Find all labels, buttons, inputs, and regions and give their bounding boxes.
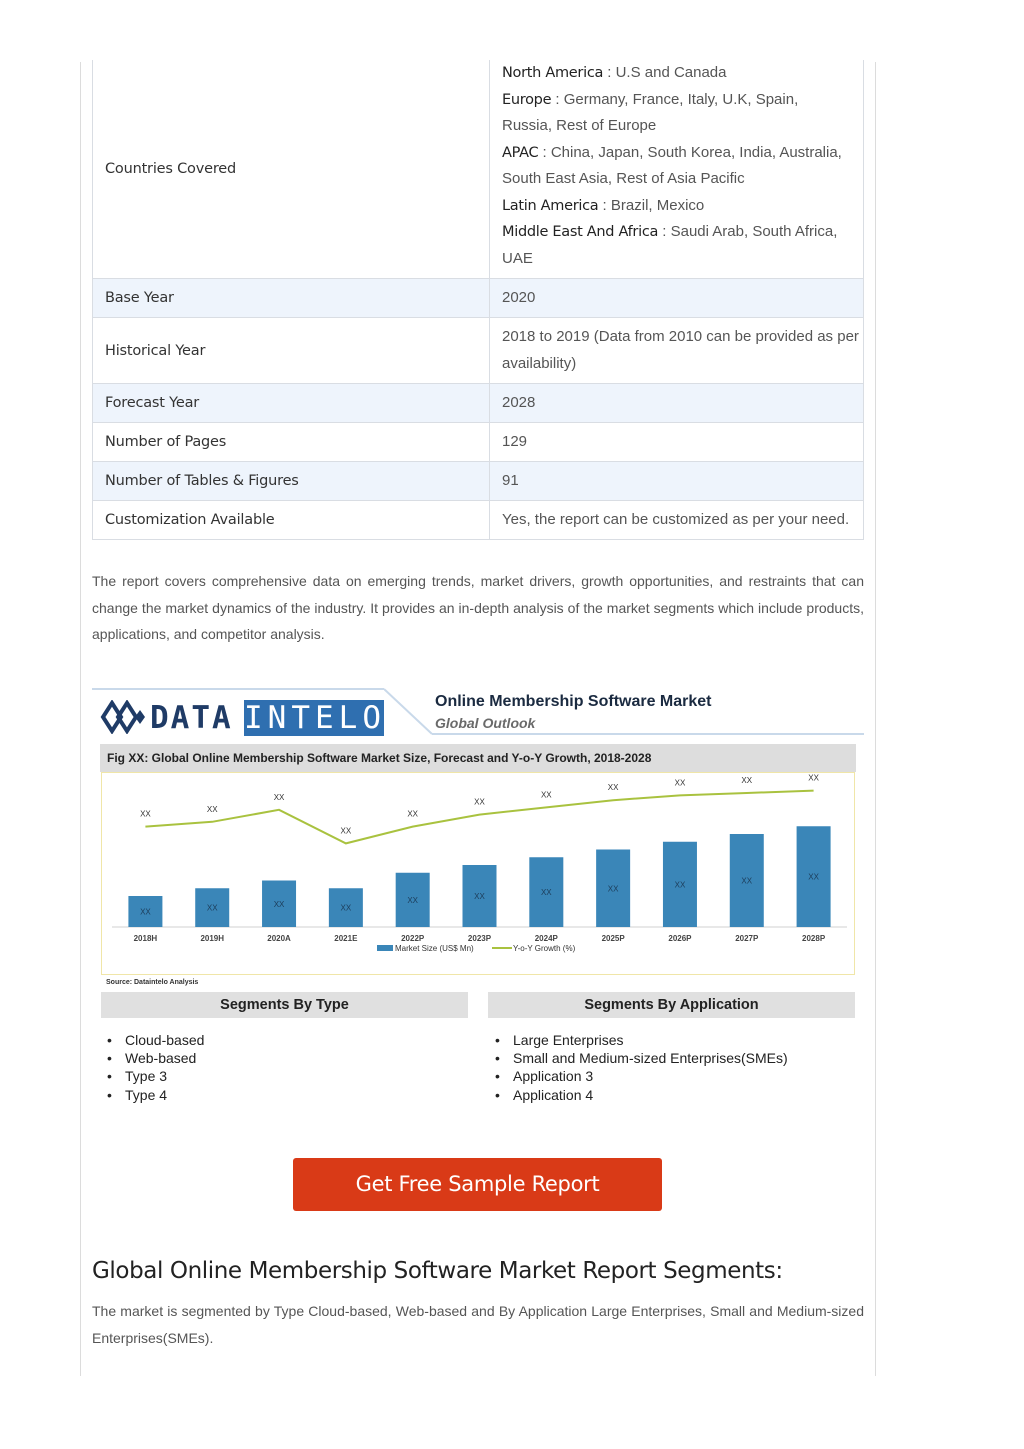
report-segments-heading: Global Online Membership Software Market Report Segments: xyxy=(92,1258,783,1284)
x-tick-label: 2027P xyxy=(735,934,759,943)
market-chart xyxy=(102,773,854,974)
list-item: • Cloud-based xyxy=(107,1032,205,1048)
segments-by-application-header: Segments By Application xyxy=(488,992,855,1018)
list-item: • Type 4 xyxy=(107,1086,168,1103)
intro-paragraph: The report covers comprehensive data on emerging trends, market drivers, growth opportunities, and restraints that can change the market dynamics of the industry. It provides an in-depth analysis of the market segments which include products, applications, and competitor analysis. xyxy=(92,573,864,642)
region-europe: Europe : Germany, France, Italy, U.K, Spain, Russia, Rest of Europe xyxy=(502,90,799,134)
x-tick-label: 2018H xyxy=(133,934,158,943)
figure-subtitle: Global Outlook xyxy=(435,715,536,731)
bar-data-label: XX xyxy=(540,888,552,898)
x-tick-label: 2024P xyxy=(534,934,558,943)
row-value: 2018 to 2019 (Data from 2010 can be provided as per availability) xyxy=(490,318,864,384)
row-value: Yes, the report can be customized as per your need. xyxy=(490,501,864,540)
list-item: • Type 3 xyxy=(107,1068,168,1085)
legend-bar-label: Market Size (US$ Mn) xyxy=(395,944,474,953)
table-row xyxy=(93,318,864,384)
bar-data-label: XX xyxy=(140,907,151,917)
list-item: • Web-based xyxy=(107,1050,197,1067)
line-data-label: XX xyxy=(474,797,485,807)
bar-data-label: XX xyxy=(607,884,619,894)
row-value: 2028 xyxy=(490,384,864,423)
table-row xyxy=(93,423,864,462)
list-item: • Large Enterprises xyxy=(495,1032,624,1048)
bar-data-label: XX xyxy=(674,880,686,890)
row-key: Number of Tables & Figures xyxy=(93,462,490,501)
line-data-label: XX xyxy=(206,804,218,814)
x-tick-label: 2023P xyxy=(467,934,492,943)
line-data-label: XX xyxy=(741,776,753,785)
segments-by-type-header: Segments By Type xyxy=(101,992,468,1018)
row-value: 2020 xyxy=(490,279,864,318)
figure-title: Online Membership Software Market xyxy=(435,693,712,710)
type-segment-list xyxy=(93,1031,204,1104)
x-tick-label: 2022P xyxy=(401,934,425,943)
countries-label: Countries Covered xyxy=(93,60,490,279)
x-tick-label: 2026P xyxy=(668,934,692,943)
row-key: Number of Pages xyxy=(93,423,490,462)
line-data-label: XX xyxy=(340,826,352,836)
region-latin-america: Latin America : Brazil, Mexico xyxy=(502,196,705,214)
logo-data-text: DATA xyxy=(150,700,233,736)
row-value: 129 xyxy=(490,423,864,462)
line-data-label: XX xyxy=(273,792,285,802)
bar-data-label: XX xyxy=(340,903,352,913)
legend-line-label: Y-o-Y Growth (%) xyxy=(513,944,576,953)
dataintelo-logo-mark-icon xyxy=(100,700,148,734)
header-rule-right xyxy=(432,733,864,735)
legend-bar-swatch xyxy=(377,945,393,951)
chart-frame xyxy=(101,772,855,975)
bar-data-label: XX xyxy=(273,899,285,909)
header-rule xyxy=(92,688,384,690)
row-key: Customization Available xyxy=(93,501,490,540)
x-tick-label: 2019H xyxy=(200,934,225,943)
line-data-label: XX xyxy=(808,773,819,783)
line-data-label: XX xyxy=(540,790,552,800)
bar-data-label: XX xyxy=(474,892,485,901)
figure-caption: Fig XX: Global Online Membership Software Market Size, Forecast and Y-o-Y Growth, 2018-2028 xyxy=(100,744,856,772)
x-tick-label: 2021E xyxy=(334,934,358,943)
report-segments-text: The market is segmented by Type Cloud-based, Web-based and By Application Large Enterprises, Small and Medium-sized Enterprises(SMEs). xyxy=(92,1303,864,1346)
countries-value xyxy=(490,60,864,279)
bar-data-label: XX xyxy=(741,876,753,886)
x-tick-label: 2028P xyxy=(802,934,826,943)
left-page-border xyxy=(80,62,81,1376)
list-item: • Small and Medium-sized Enterprises(SMEs) xyxy=(495,1050,788,1067)
table-row xyxy=(93,462,864,501)
table-row-countries xyxy=(93,60,864,279)
right-page-border xyxy=(875,62,876,1376)
x-tick-label: 2020A xyxy=(267,934,291,943)
bar-data-label: XX xyxy=(206,903,218,913)
header-diagonal xyxy=(384,688,434,736)
line-data-label: XX xyxy=(674,778,686,788)
list-item: • Application 3 xyxy=(495,1068,594,1085)
row-key: Forecast Year xyxy=(93,384,490,423)
x-tick-label: 2025P xyxy=(601,934,625,943)
bar-data-label: XX xyxy=(808,872,819,882)
row-key: Base Year xyxy=(93,279,490,318)
line-data-label: XX xyxy=(407,809,419,819)
get-free-sample-report-button[interactable]: Get Free Sample Report xyxy=(293,1158,662,1211)
region-north-america: North America : U.S and Canada xyxy=(502,64,727,81)
table-row xyxy=(93,279,864,318)
list-item: • Application 4 xyxy=(495,1086,594,1103)
region-mea: Middle East And Africa : Saudi Arab, South Africa, UAE xyxy=(502,223,838,267)
region-apac: APAC : China, Japan, South Korea, India, Australia, South East Asia, Rest of Asia Pacific xyxy=(502,143,842,187)
table-row xyxy=(93,384,864,423)
bar-data-label: XX xyxy=(407,895,419,905)
application-segment-list xyxy=(481,1031,788,1104)
figure-source: Source: Dataintelo Analysis xyxy=(106,979,199,986)
row-key: Historical Year xyxy=(93,318,490,384)
logo-intelo-text: INTELO xyxy=(244,700,386,736)
market-figure xyxy=(92,688,864,988)
row-value: 91 xyxy=(490,462,864,501)
table-row xyxy=(93,501,864,540)
report-scope-table xyxy=(92,60,864,540)
line-data-label: XX xyxy=(140,809,151,819)
line-data-label: XX xyxy=(607,783,619,793)
